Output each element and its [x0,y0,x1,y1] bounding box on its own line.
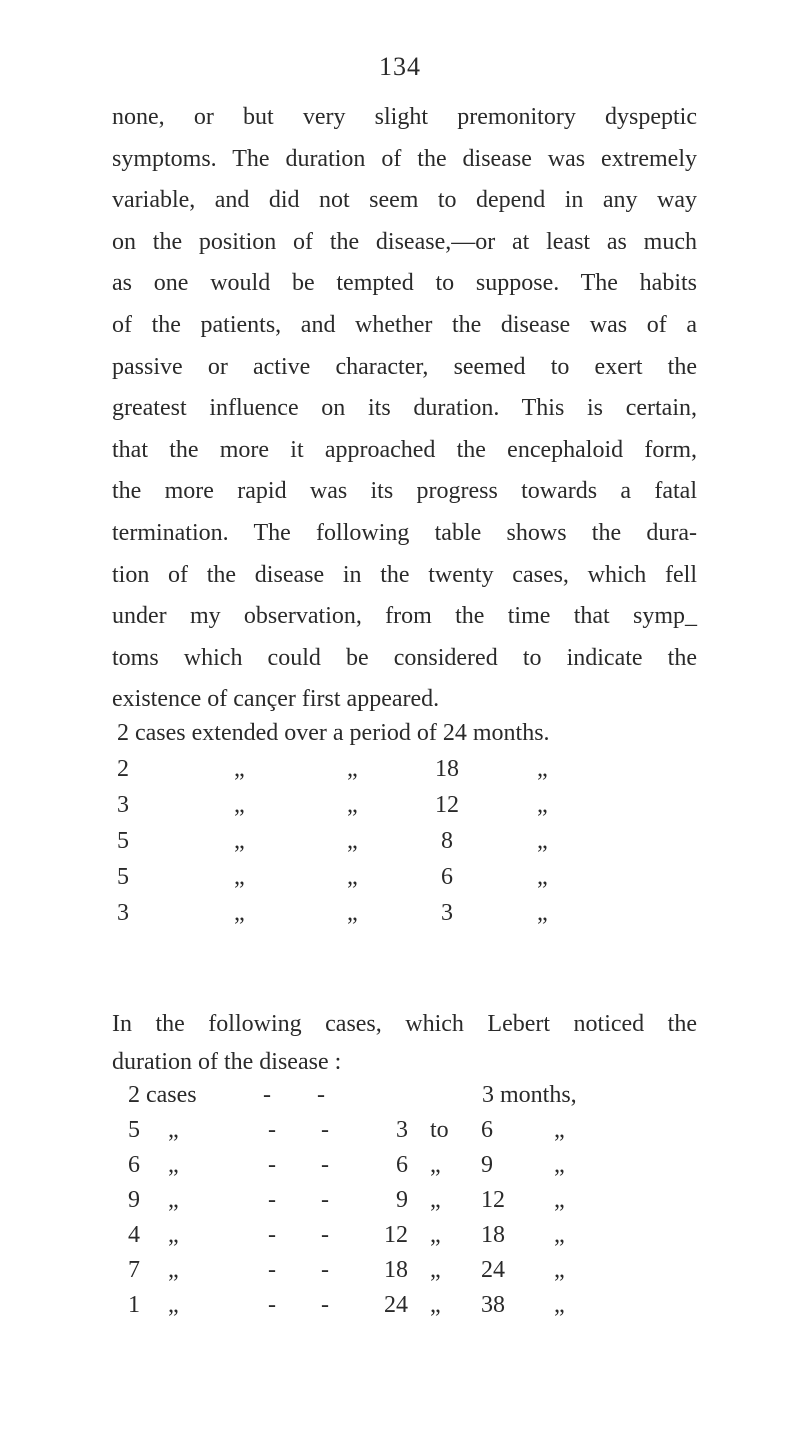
case-count: 6 [128,1152,140,1178]
range-from: 9 [396,1187,408,1213]
ditto-mark: „ [554,1222,565,1248]
paragraph-line: duration of the disease : [112,1049,342,1075]
paragraph-line: termination. The following table shows the dura- [112,519,697,546]
months-value: 3 [441,900,453,926]
ditto-mark: „ [168,1117,179,1143]
table-row [117,720,697,756]
leader-dash: - [321,1117,329,1143]
leader-dash: - [321,1292,329,1318]
ditto-mark: „ [234,864,245,890]
leader-dash: - [321,1222,329,1248]
range-from: 24 [384,1292,408,1318]
table-row [117,864,697,900]
ditto-mark: „ [347,864,358,890]
case-count: 2 [117,756,129,782]
ditto-mark: „ [537,756,548,782]
leader-dash: - [263,1082,271,1108]
paragraph-line: variable, and did not seem to depend in any way [112,187,697,214]
case-count: 1 [128,1292,140,1318]
leader-dash: - [268,1187,276,1213]
ditto-mark: „ [234,900,245,926]
leader-dash: - [268,1292,276,1318]
paragraph-line: tion of the disease in the twenty cases, which fell [112,561,697,588]
range-to: 18 [481,1222,505,1248]
table-row [128,1152,728,1187]
ditto-mark: „ [347,828,358,854]
lebert-intro-paragraph [112,1005,697,1081]
table-row [128,1187,728,1222]
page-number: 134 [379,52,421,81]
ditto-mark: „ [430,1292,441,1318]
ditto-mark: „ [554,1117,565,1143]
leader-dash: - [268,1152,276,1178]
table-first-row-text: 2 cases extended over a period of 24 months. [117,720,550,746]
ditto-mark: „ [430,1187,441,1213]
paragraph-line: existence of cançer first appeared. [112,686,440,713]
ditto-mark: „ [168,1152,179,1178]
months-value: 18 [435,756,459,782]
ditto-mark: „ [537,792,548,818]
table-row [117,792,697,828]
range-from: 3 [396,1117,408,1143]
months-value-label: 3 months, [482,1082,577,1108]
ditto-mark: „ [430,1257,441,1283]
paragraph-line: greatest influence on its duration. This is certain, [112,395,697,422]
case-count: 7 [128,1257,140,1283]
case-count: 5 [117,864,129,890]
ditto-mark: „ [554,1292,565,1318]
duration-table-lebert [128,1082,728,1327]
case-count: 5 [128,1117,140,1143]
months-value: 12 [435,792,459,818]
ditto-mark: „ [168,1222,179,1248]
range-to: 9 [481,1152,493,1178]
leader-dash: - [268,1222,276,1248]
ditto-mark: „ [430,1152,441,1178]
paragraph-line: on the position of the disease,—or at least as much [112,228,697,255]
ditto-mark: „ [347,900,358,926]
ditto-mark: „ [537,900,548,926]
case-count: 4 [128,1222,140,1248]
ditto-mark: „ [234,756,245,782]
case-count-label: 2 cases [128,1082,197,1108]
range-from: 18 [384,1257,408,1283]
duration-table-own-cases [117,720,697,936]
months-value: 8 [441,828,453,854]
paragraph-line: under my observation, from the time that symp_ [112,603,697,630]
ditto-mark: „ [168,1292,179,1318]
case-count: 3 [117,900,129,926]
leader-dash: - [268,1117,276,1143]
table-row [128,1292,728,1327]
range-from: 6 [396,1152,408,1178]
paragraph-line: passive or active character, seemed to exert the [112,353,697,380]
leader-dash: - [317,1082,325,1108]
leader-dash: - [268,1257,276,1283]
ditto-mark: „ [554,1187,565,1213]
case-count: 3 [117,792,129,818]
range-to: 38 [481,1292,505,1318]
ditto-mark: „ [554,1152,565,1178]
paragraph-line: In the following cases, which Lebert noticed the [112,1011,697,1037]
table-row [128,1082,728,1117]
range-to: 24 [481,1257,505,1283]
ditto-mark: „ [347,756,358,782]
table-row [117,756,697,792]
paragraph-line: toms which could be considered to indicate the [112,644,697,671]
range-to: 6 [481,1117,493,1143]
paragraph-line: the more rapid was its progress towards a fatal [112,478,697,505]
table-row [128,1117,728,1152]
table-row [128,1257,728,1292]
ditto-mark: „ [347,792,358,818]
table-row [117,828,697,864]
ditto-mark: „ [168,1187,179,1213]
ditto-mark: „ [537,828,548,854]
range-to: 12 [481,1187,505,1213]
ditto-mark: „ [234,792,245,818]
leader-dash: - [321,1187,329,1213]
leader-dash: - [321,1257,329,1283]
table-row [117,900,697,936]
ditto-mark: „ [554,1257,565,1283]
body-paragraph [112,97,697,721]
case-count: 9 [128,1187,140,1213]
paragraph-line: that the more it approached the encephaloid form, [112,436,697,463]
paragraph-line: of the patients, and whether the disease was of a [112,311,697,338]
leader-dash: - [321,1152,329,1178]
range-to-word: to [430,1117,449,1143]
months-value: 6 [441,864,453,890]
ditto-mark: „ [537,864,548,890]
paragraph-line: none, or but very slight premonitory dyspeptic [112,104,697,130]
ditto-mark: „ [430,1222,441,1248]
range-from: 12 [384,1222,408,1248]
paragraph-line: symptoms. The duration of the disease was extremely [112,145,697,172]
paragraph-line: as one would be tempted to suppose. The habits [112,270,697,297]
case-count: 5 [117,828,129,854]
table-row [128,1222,728,1257]
ditto-mark: „ [234,828,245,854]
ditto-mark: „ [168,1257,179,1283]
